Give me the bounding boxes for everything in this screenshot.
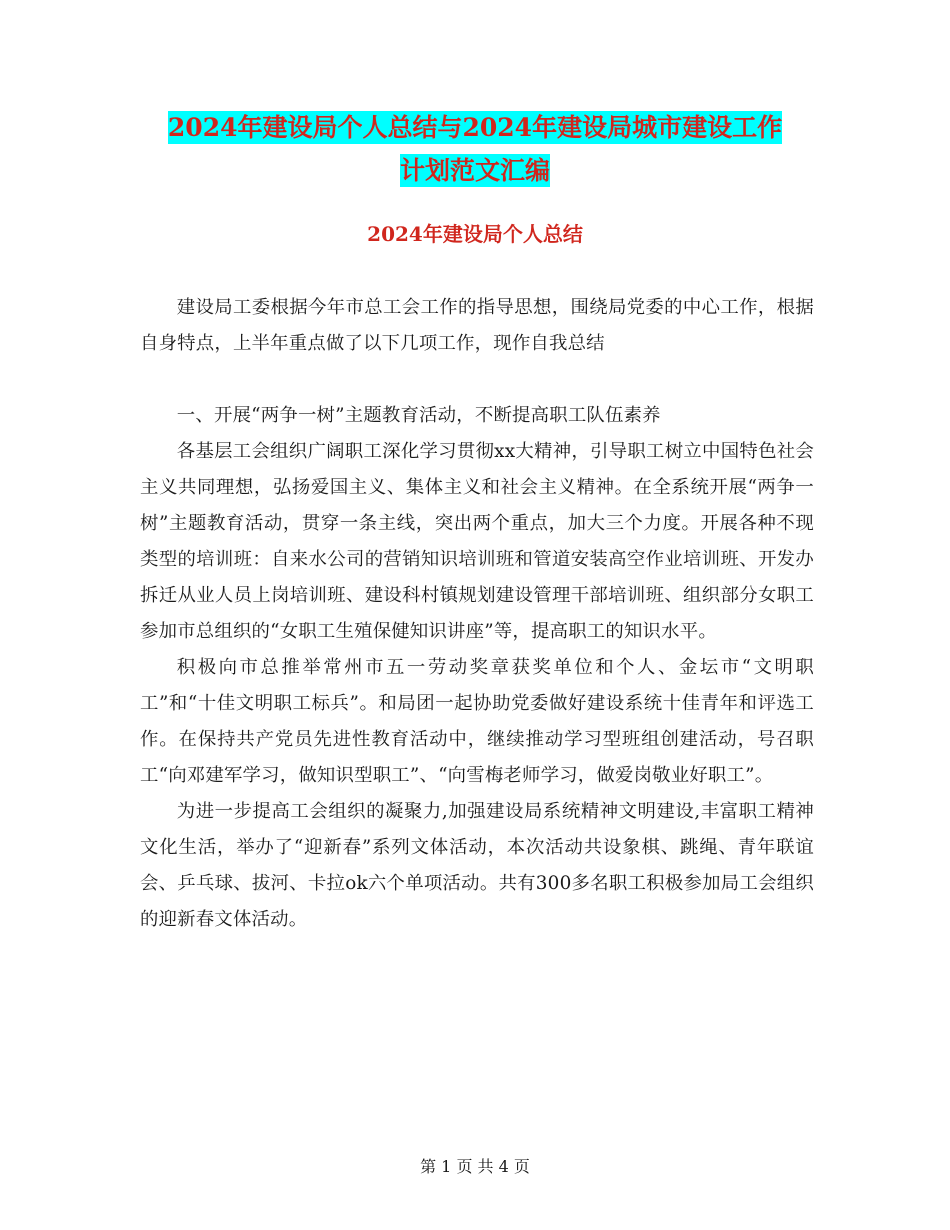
section-title: 2024年建设局个人总结 [367, 222, 583, 246]
document-title-line-2: 计划范文汇编 [399, 156, 550, 185]
paragraph-heading-1: 一、开展“两争一树”主题教育活动，不断提高职工队伍素养 [176, 405, 661, 426]
document-body [140, 290, 814, 938]
paragraph-awards: 积极向市总推举常州市五一劳动奖章获奖单位和个人、金坛市“文明职工”和“十佳文明职工标兵”。和局团一起协助党委做好建设系统十佳青年和评选工作。在保持共产党员先进性教育活动中，继续推动学习型班组创建活动，号召职工“向邓建军学习，做知识型职工”、“向雪梅老师学习，做爱岗敬业好职工”。 [140, 657, 814, 786]
paragraph-intro: 建设局工委根据今年市总工会工作的指导思想，围绕局党委的中心工作，根据自身特点，上半年重点做了以下几项工作，现作自我总结 [140, 297, 814, 354]
paragraph-training: 各基层工会组织广阔职工深化学习贯彻xx大精神，引导职工树立中国特色社会主义共同理想，弘扬爱国主义、集体主义和社会主义精神。在全系统开展“两争一树”主题教育活动，贯穿一条主线，突出两个重点，加大三个力度。开展各种不现类型的培训班：自来水公司的营销知识培训班和管道安装高空作业培训班、开发办拆迁从业人员上岗培训班、建设科村镇规划建设管理干部培训班、组织部分女职工参加市总组织的“女职工生殖保健知识讲座”等，提高职工的知识水平。 [140, 441, 814, 642]
document-title [0, 106, 950, 192]
paragraph-activities: 为进一步提高工会组织的凝聚力,加强建设局系统精神文明建设,丰富职工精神文化生活，举办了“迎新春”系列文体活动，本次活动共设象棋、跳绳、青年联谊会、乒乓球、拔河、卡拉ok六个单项活动。共有300多名职工积极参加局工会组织的迎新春文体活动。 [140, 801, 814, 930]
page-number-footer: 第 1 页 共 4 页 [420, 1157, 530, 1176]
document-title-line-1: 2024年建设局个人总结与2024年建设局城市建设工作 [167, 113, 783, 142]
